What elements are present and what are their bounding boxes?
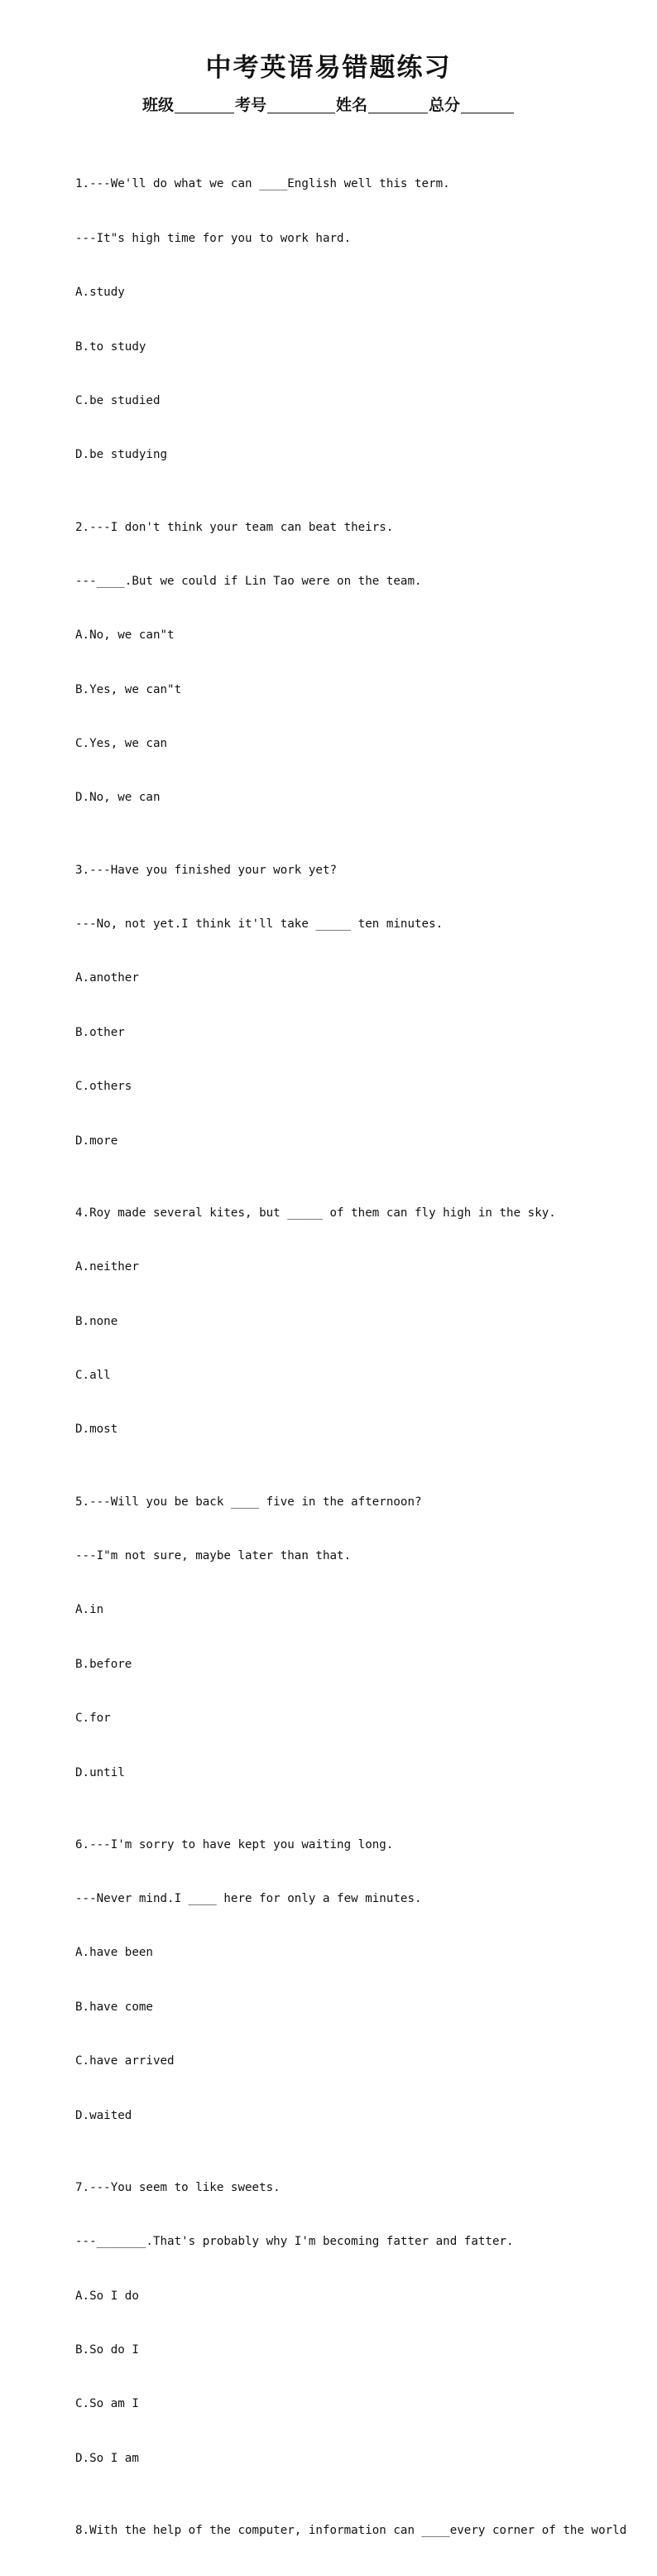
answer-option: A.another: [75, 971, 139, 985]
question-stem: 7.---You seem to like sweets.: [75, 2180, 281, 2194]
answer-option: A.No, we can"t: [75, 628, 175, 643]
answer-option: B.Yes, we can"t: [75, 682, 182, 696]
answer-option: D.So I am: [75, 2451, 139, 2465]
question-stem: 5.---Will you be back ____ five in the afternoon?: [75, 1495, 422, 1509]
answer-option: A.study: [75, 286, 125, 300]
total-score-blank: [461, 96, 514, 113]
answer-option: C.have arrived: [75, 2054, 175, 2068]
question-stem: 1.---We'll do what we can ____English well this term.: [75, 177, 450, 191]
question-stem: 4.Roy made several kites, but _____ of them can fly high in the sky.: [75, 1206, 556, 1220]
answer-option: D.be studying: [75, 448, 168, 462]
answer-option: B.to study: [75, 339, 146, 354]
question-stem: 8.With the help of the computer, information can ____every corner of the world: [75, 2523, 627, 2537]
answer-option: D.more: [75, 1134, 118, 1148]
answer-option: A.neither: [75, 1260, 139, 1274]
answer-option: D.waited: [75, 2108, 132, 2122]
answer-option: B.have come: [75, 2000, 153, 2014]
name-label: 姓名: [336, 96, 368, 114]
question-list: [75, 122, 638, 2576]
answer-option: C.others: [75, 1080, 132, 1094]
answer-option: B.other: [75, 1025, 125, 1039]
total-score-field: [429, 94, 515, 117]
question-stem: 2.---I don't think your team can beat theirs.: [75, 520, 394, 534]
question-stem: ---I"m not sure, maybe later than that.: [75, 1548, 352, 1562]
answer-option: D.most: [75, 1423, 118, 1437]
answer-option: A.have been: [75, 1946, 153, 1960]
class-field: [142, 94, 235, 117]
answer-option: C.So am I: [75, 2397, 139, 2411]
exam-number-field: [235, 94, 336, 117]
question-stem: 3.---Have you finished your work yet?: [75, 863, 338, 877]
question-stem: ---____.But we could if Lin Tao were on the team.: [75, 574, 422, 588]
answer-option: C.for: [75, 1712, 111, 1726]
question-stem: ---_______.That's probably why I'm becoming fatter and fatter.: [75, 2235, 514, 2249]
student-info-line: [0, 94, 657, 117]
question-stem: ---It"s high time for you to work hard.: [75, 231, 352, 245]
answer-option: B.before: [75, 1657, 132, 1671]
exam-number-label: 考号: [234, 96, 266, 114]
answer-option: D.No, we can: [75, 791, 161, 805]
exam-number-blank: [267, 96, 335, 113]
question-stem: 6.---I'm sorry to have kept you waiting long.: [75, 1837, 394, 1851]
class-blank: [175, 96, 234, 113]
answer-option: A.in: [75, 1603, 104, 1617]
page-title: 中考英语易错题练习: [205, 53, 452, 83]
name-blank: [368, 96, 428, 113]
total-score-label: 总分: [429, 96, 461, 114]
answer-option: A.So I do: [75, 2289, 139, 2303]
name-field: [336, 94, 429, 117]
answer-option: C.Yes, we can: [75, 737, 168, 751]
answer-option: B.So do I: [75, 2343, 139, 2357]
class-label: 班级: [141, 96, 174, 114]
question-stem: ---Never mind.I ____ here for only a few minutes.: [75, 1892, 422, 1906]
answer-option: C.be studied: [75, 393, 161, 407]
answer-option: C.all: [75, 1368, 111, 1382]
answer-option: B.none: [75, 1314, 118, 1328]
answer-option: D.until: [75, 1765, 125, 1779]
question-stem: ---No, not yet.I think it'll take _____ ten minutes.: [75, 917, 444, 932]
